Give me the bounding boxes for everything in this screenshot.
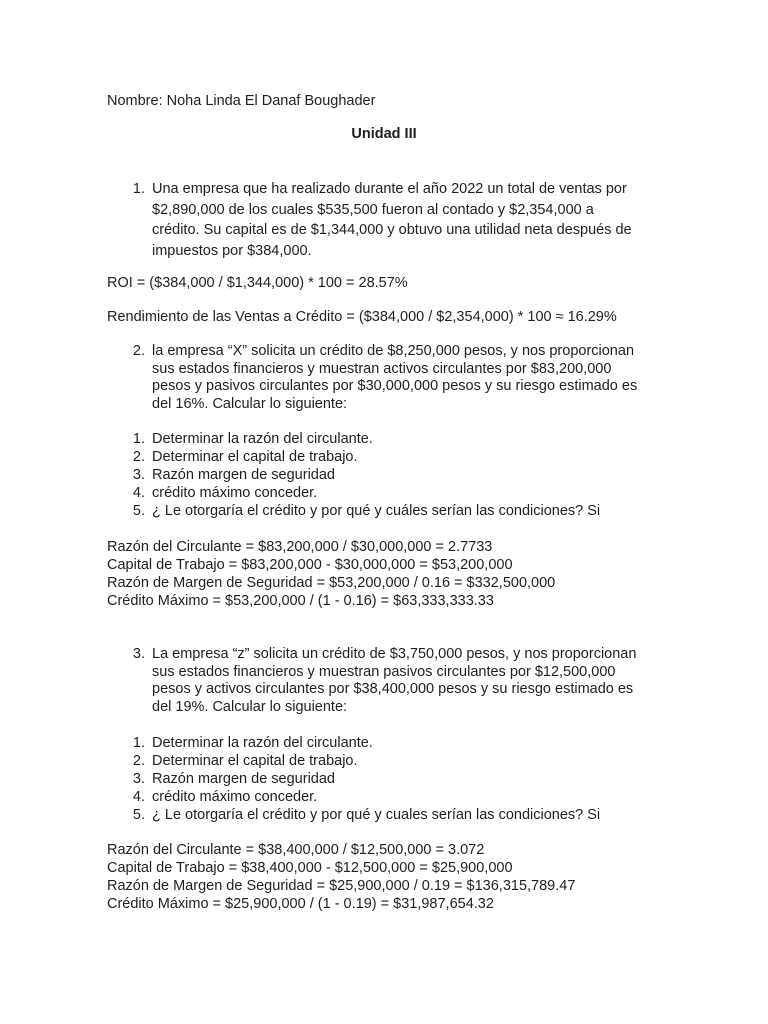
task-text: Determinar el capital de trabajo. — [152, 449, 358, 465]
problem-1-line: impuestos por $384,000. — [152, 242, 312, 259]
problem-3-line: sus estados financieros y muestran pasivos circulantes por $12,500,000 — [152, 663, 616, 680]
problem-3-result: Crédito Máximo = $25,900,000 / (1 - 0.19) = $31,987,654.32 — [107, 896, 494, 912]
task-text: Determinar la razón del circulante. — [152, 735, 373, 751]
problem-3 — [107, 645, 667, 717]
task-text: ¿ Le otorgaría el crédito y por qué y cuales serían las condiciones? Si — [152, 807, 601, 823]
problem-2-statement — [152, 342, 672, 413]
problem-3-statement — [152, 645, 672, 716]
task-number: 2. — [132, 449, 145, 465]
problem-2-line: del 16%. Calcular lo siguiente: — [152, 396, 348, 413]
problem-1-line: Una empresa que ha realizado durante el año 2022 un total de ventas por — [152, 181, 627, 197]
problem-2-result: Crédito Máximo = $53,200,000 / (1 - 0.16) = $63,333,333.33 — [107, 593, 494, 609]
problem-3-line: del 19%. Calcular lo siguiente: — [152, 699, 348, 716]
problem-1-number: 1. — [132, 181, 145, 197]
problem-1-statement — [152, 180, 672, 262]
roi-result: ROI = ($384,000 / $1,344,000) * 100 = 28.57% — [107, 275, 408, 291]
task-number: 1. — [132, 431, 145, 447]
problem-3-result: Razón del Circulante = $38,400,000 / $12,500,000 = 3.072 — [107, 842, 485, 858]
problem-2-result: Capital de Trabajo = $83,200,000 - $30,000,000 = $53,200,000 — [107, 557, 513, 573]
problem-1 — [107, 180, 667, 260]
task-number: 3. — [132, 771, 145, 787]
problem-1-line: $2,890,000 de los cuales $535,500 fueron al contado y $2,354,000 a — [152, 201, 594, 218]
problem-3-number: 3. — [132, 646, 145, 662]
student-name: Nombre: Noha Linda El Danaf Boughader — [107, 93, 376, 109]
task-number: 2. — [132, 753, 145, 769]
problem-3-result: Capital de Trabajo = $38,400,000 - $12,500,000 = $25,900,000 — [107, 860, 513, 876]
problem-2-number: 2. — [132, 343, 145, 359]
task-text: Razón margen de seguridad — [152, 467, 335, 483]
problem-3-line: La empresa “z” solicita un crédito de $3,750,000 pesos, y nos proporcionan — [152, 646, 637, 662]
task-number: 1. — [132, 735, 145, 751]
task-text: ¿ Le otorgaría el crédito y por qué y cuáles serían las condiciones? Si — [152, 503, 601, 519]
problem-2-line: sus estados financieros y muestran activos circulantes por $83,200,000 — [152, 360, 612, 377]
problem-1-line: crédito. Su capital es de $1,344,000 y obtuvo una utilidad neta después de — [152, 222, 632, 238]
task-text: crédito máximo conceder. — [152, 789, 318, 805]
task-number: 5. — [132, 503, 145, 519]
page-title: Unidad III — [351, 126, 417, 142]
task-number: 4. — [132, 789, 145, 805]
task-text: Razón margen de seguridad — [152, 771, 335, 787]
problem-3-result: Razón de Margen de Seguridad = $25,900,000 / 0.19 = $136,315,789.47 — [107, 878, 576, 894]
problem-2-line: pesos y pasivos circulantes por $30,000,000 pesos y su riesgo estimado es — [152, 378, 638, 395]
problem-2-line: la empresa “X” solicita un crédito de $8,250,000 pesos, y nos proporcionan — [152, 343, 635, 359]
problem-3-line: pesos y activos circulantes por $38,400,000 pesos y su riesgo estimado es — [152, 681, 634, 698]
task-number: 5. — [132, 807, 145, 823]
task-number: 4. — [132, 485, 145, 501]
problem-2 — [107, 342, 667, 414]
task-text: Determinar la razón del circulante. — [152, 431, 373, 447]
task-text: crédito máximo conceder. — [152, 485, 318, 501]
task-text: Determinar el capital de trabajo. — [152, 753, 358, 769]
problem-2-result: Razón de Margen de Seguridad = $53,200,000 / 0.16 = $332,500,000 — [107, 575, 556, 591]
task-number: 3. — [132, 467, 145, 483]
rendimiento-result: Rendimiento de las Ventas a Crédito = ($384,000 / $2,354,000) * 100 ≈ 16.29% — [107, 309, 617, 325]
problem-2-result: Razón del Circulante = $83,200,000 / $30,000,000 = 2.7733 — [107, 539, 493, 555]
